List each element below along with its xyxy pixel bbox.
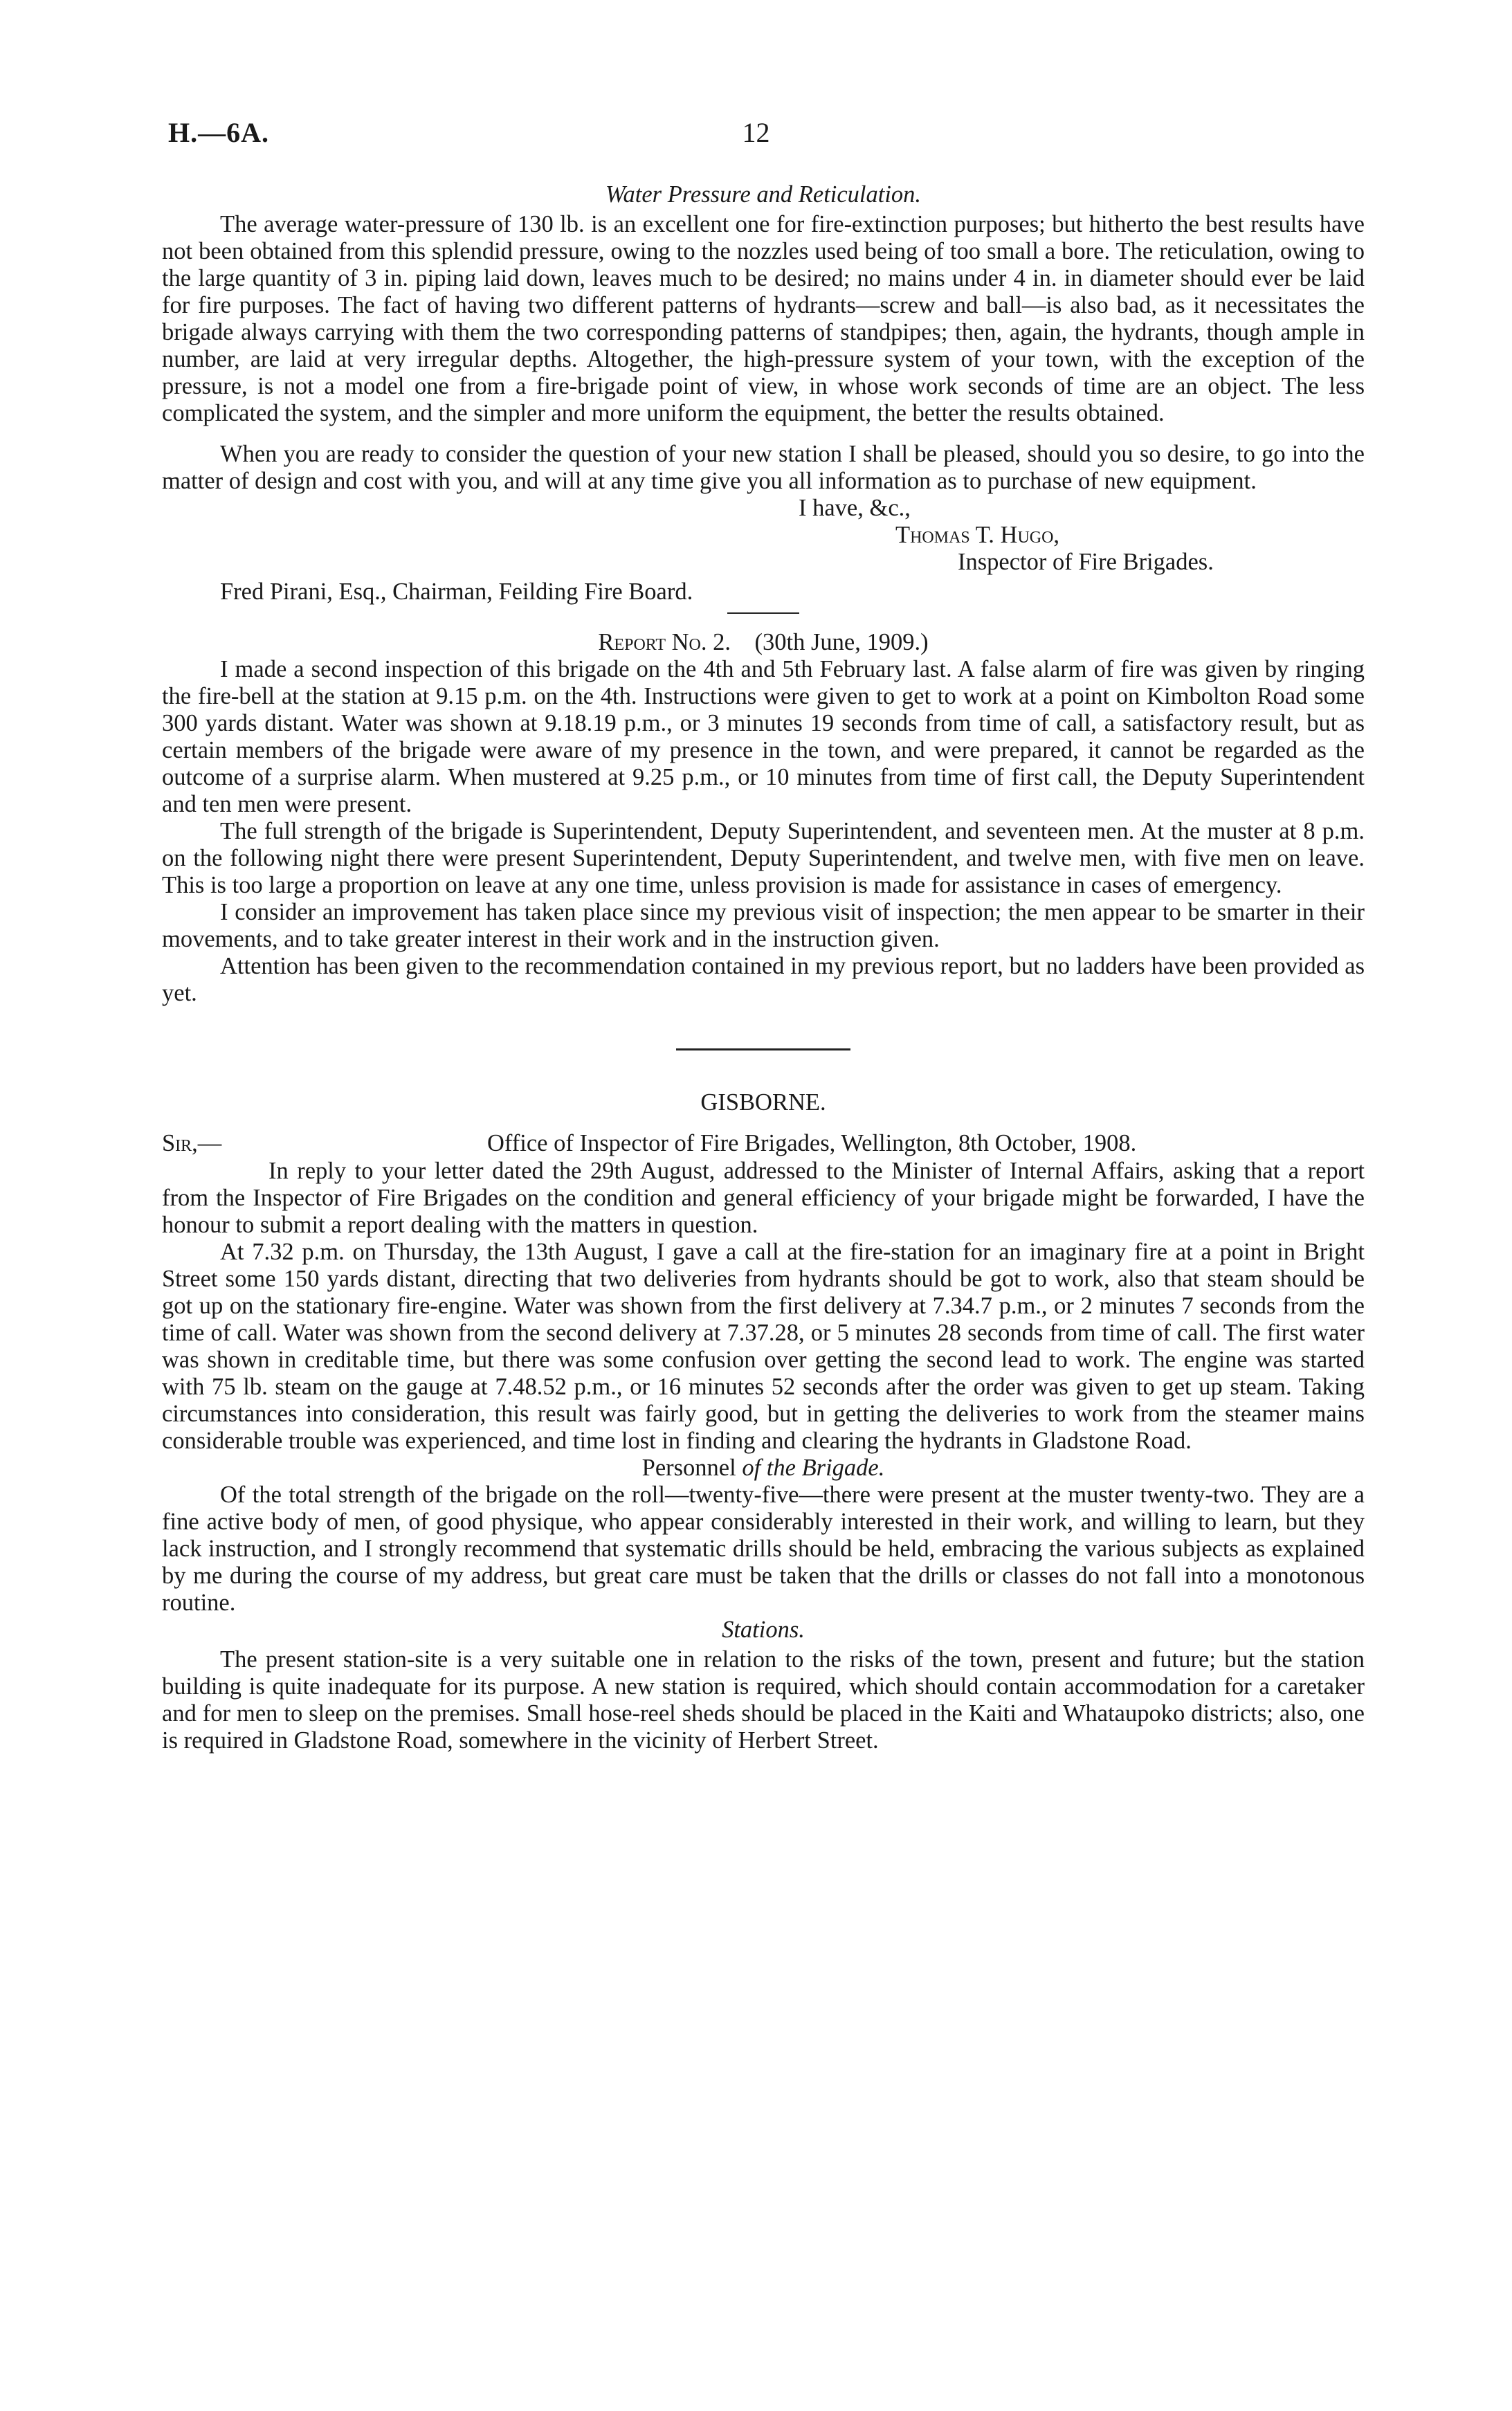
salutation: Sir,—	[162, 1130, 222, 1156]
body-paragraph: At 7.32 p.m. on Thursday, the 13th August, I gave a call at the fire-station for an imaginary fire at a point in Bright Street some 150 yards distant, directing that two deliveries from hydrants should be got to work, also that steam should be got up on the stationary fire-engine. Water was shown from the first delivery at 7.34.7 p.m., or 2 minutes 7 seconds from the time of call. Water was shown from the second delivery at 7.37.28, or 5 minutes 28 seconds from time of call. The first water was shown in creditable time, but there was some confusion over getting the second lead to work. The engine was started with 75 lb. steam on the gauge at 7.48.52 p.m., or 16 minutes 52 seconds after the order was given to get up steam. Taking circumstances into consideration, this result was fairly good, but in getting the deliveries to work from the steamer mains considerable trouble was experienced, and time lost in finding and clearing the hydrants in Gladstone Road.	[162, 1239, 1365, 1454]
signatory-name: Thomas T. Hugo,	[895, 522, 1060, 548]
body-paragraph: I consider an improvement has taken place since my previous visit of inspection; the men appear to be smarter in their movements, and to take greater interest in their work and in the instruction given.	[162, 899, 1365, 952]
stations-heading: Stations.	[722, 1617, 805, 1643]
page-header	[168, 116, 1344, 155]
body-paragraph: In reply to your letter dated the 29th August, addressed to the Minister of Internal Affairs, asking that a report from the Inspector of Fire Brigades on the condition and general efficiency of your brigade might be forwarded, I have the honour to submit a report dealing with the matters in question.	[162, 1158, 1365, 1238]
page-body	[162, 181, 1365, 1754]
gisborne-title: GISBORNE.	[700, 1089, 826, 1116]
water-pressure-heading: Water Pressure and Reticulation.	[605, 181, 922, 208]
body-paragraph: The present station-site is a very suitable one in relation to the risks of the town, present and future; but the station building is quite inadequate for its purpose. A new station is required, which should contain accommodation for a caretaker and for men to sleep on the premises. Small hose-reel sheds should be placed in the Kaiti and Whataupoko districts; also, one is required in Gladstone Road, somewhere in the vicinity of Herbert Street.	[162, 1646, 1365, 1754]
page-number: 12	[742, 117, 770, 148]
body-paragraph: When you are ready to consider the question of your new station I shall be pleased, should you so desire, to go into the matter of design and cost with you, and will at any time give you all information as to purchase of new equipment.	[162, 441, 1365, 494]
personnel-heading-a: Personnel	[641, 1455, 736, 1481]
personnel-heading	[162, 1455, 1365, 1482]
personnel-heading-b: of the Brigade.	[742, 1455, 885, 1481]
body-paragraph: Attention has been given to the recommendation contained in my previous report, but no ladders have been provided as yet.	[162, 953, 1365, 1006]
body-paragraph: I made a second inspection of this brigade on the 4th and 5th February last. A false alarm of fire was given by ringing the fire-bell at the station at 9.15 p.m. on the 4th. Instructions were given to get to work at a point on Kimbolton Road some 300 yards distant. Water was shown at 9.18.19 p.m., or 3 minutes 19 seconds from time of call, a satisfactory result, but as certain members of the brigade were aware of my presence in the town, and were prepared, it cannot be regarded as the outcome of a surprise alarm. When mustered at 9.25 p.m., or 10 minutes from time of first call, the Deputy Superintendent and ten men were present.	[162, 656, 1365, 817]
section-divider	[676, 1048, 850, 1050]
report-date: (30th June, 1909.)	[754, 629, 929, 655]
document-reference: H.—6A.	[168, 117, 269, 148]
letter-header-line	[162, 1130, 1365, 1158]
report-heading	[162, 629, 1365, 656]
office-line: Office of Inspector of Fire Brigades, Wellington, 8th October, 1908.	[487, 1130, 1137, 1156]
closing-line: I have, &c.,	[799, 495, 911, 521]
body-paragraph: The average water-pressure of 130 lb. is an excellent one for fire-extinction purposes; but hitherto the best results have not been obtained from this splendid pressure, owing to the nozzles used being of too small a bore. The reticulation, owing to the large quantity of 3 in. piping laid down, leaves much to be desired; no mains under 4 in. in diameter should ever be laid for fire purposes. The fact of having two different patterns of hydrants—screw and ball—is also bad, as it necessitates the brigade always carrying with them the two corresponding patterns of standpipes; then, again, the hydrants, though ample in number, are laid at very irregular depths. Altogether, the high-pressure system of your town, with the exception of the pressure, is not a model one from a fire-brigade point of view, in whose work seconds of time are an object. The less complicated the system, and the simpler and more uniform the equipment, the better the results obtained.	[162, 211, 1365, 426]
signatory-title: Inspector of Fire Brigades.	[958, 549, 1214, 575]
report-label: Report No. 2.	[598, 629, 731, 655]
body-paragraph: The full strength of the brigade is Superintendent, Deputy Superintendent, and seventeen men. At the muster at 8 p.m. on the following night there were present Superintendent, Deputy Superintendent, and twelve men, with five men on leave. This is too large a proportion on leave at any one time, unless provision is made for assistance in cases of emergency.	[162, 818, 1365, 898]
divider	[727, 612, 799, 614]
body-paragraph: Of the total strength of the brigade on the roll—twenty-five—there were present at the muster twenty-two. They are a fine active body of men, of good physique, who appear considerably interested in their work, and willing to learn, but they lack instruction, and I strongly recommend that systematic drills should be held, embracing the various subjects as explained by me during the course of my address, but great care must be taken that the drills or classes do not fall into a monotonous routine.	[162, 1482, 1365, 1616]
addressee-line: Fred Pirani, Esq., Chairman, Feilding Fire Board.	[220, 579, 693, 605]
